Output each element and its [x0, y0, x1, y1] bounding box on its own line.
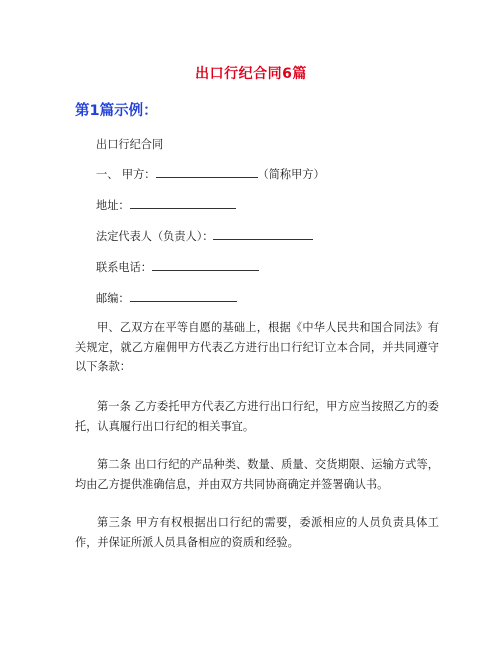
- field-party-a: [96, 166, 325, 184]
- blank-underline: [156, 166, 258, 178]
- field-label: 地址：: [96, 199, 130, 212]
- blank-underline: [152, 259, 259, 271]
- field-label: 邮编：: [96, 292, 130, 305]
- paragraph-article-3: 第三条 甲方有权根据出口行纪的需要，委派相应的人员负责具体工作，并保证所派人员具备相应的资质和经验。: [75, 516, 439, 549]
- section-heading: 第1篇示例：: [75, 103, 158, 119]
- field-address: [96, 197, 236, 215]
- field-label: 一、 甲方：: [96, 168, 156, 181]
- blank-underline: [130, 197, 236, 209]
- field-phone: [96, 259, 259, 277]
- blank-underline: [213, 228, 313, 240]
- field-postcode: [96, 290, 237, 308]
- field-label: 法定代表人（负责人）：: [96, 230, 214, 243]
- contract-name: 出口行纪合同: [96, 138, 164, 151]
- document-title: 出口行纪合同6篇: [195, 66, 307, 82]
- field-label: 联系电话：: [96, 261, 152, 274]
- paragraph-article-2: 第二条 出口行纪的产品种类、数量、质量、交货期限、运输方式等，均由乙方提供准确信息，并由双方共同协商确定并签署确认书。: [75, 458, 439, 491]
- field-suffix: （简称甲方）: [257, 168, 325, 181]
- paragraph-article-1: 第一条 乙方委托甲方代表乙方进行出口行纪，甲方应当按照乙方的委托，认真履行出口行纪的相关事宜。: [75, 400, 439, 433]
- field-legal-representative: [96, 228, 313, 246]
- paragraph-preamble: 甲、乙双方在平等自愿的基础上，根据《中华人民共和国合同法》有关规定，就乙方雇佣甲方代表乙方进行出口行纪订立本合同，并共同遵守以下条款：: [75, 321, 439, 373]
- blank-underline: [130, 290, 237, 302]
